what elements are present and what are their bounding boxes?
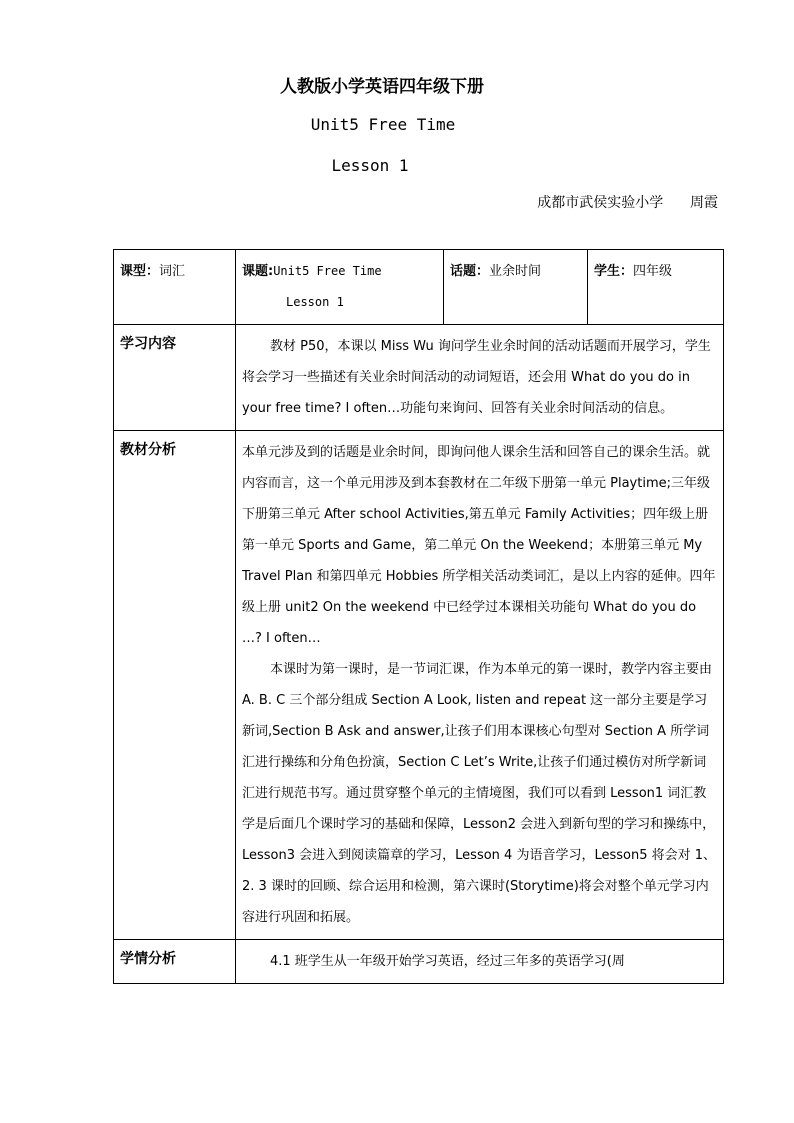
table-row-meta <box>114 250 724 325</box>
learner-text: 4.1 班学生从一年级开始学习英语，经过三年多的英语学习(周 <box>270 954 625 969</box>
analysis-cell <box>236 431 724 940</box>
analysis-para2: 本课时为第一课时，是一节词汇课，作为本单元的第一课时，教学内容主要由 A. B. C 三个部分组成 Section A Look, listen and repeat 这一部分主要是学习新词,Section B Ask and answer,让孩子们用本课核心句型对 Section A 所学词汇进行操练和分角色扮演，Section C Let’s Write,让孩子们通过模仿对所学新词汇进行规范书写。通过贯穿整个单元的主情境图，我们可以看到 Lesson1 词汇教学是后面几个课时学习的基础和保障，Lesson2 会进入到新句型的学习和操练中，Lesson3 会进入到阅读篇章的学习，Lesson 4 为语音学习，Lesson5 将会对 1、 2. 3 课时的回顾、综合运用和检测，第六课时(Storytime)将会对整个单元学习内容进行巩固和拓展。 <box>242 662 716 925</box>
student-value: 四年级 <box>633 264 673 279</box>
subject-cell <box>444 250 588 325</box>
table-row-content <box>114 325 724 431</box>
lesson-type-value: 词汇 <box>159 264 186 279</box>
lesson-type-cell <box>114 250 236 325</box>
student-label: 学生： <box>594 264 634 279</box>
document-title: 人教版小学英语四年级下册 <box>280 77 484 97</box>
content-text: 教材 P50，本课以 Miss Wu 询问学生业余时间的活动话题而开展学习，学生将会学习一些描述有关业余时间活动的动词短语，还会用 What do you do in your free time? I often…功能句来询问、回答有关业余时间活动的信息。 <box>242 339 711 416</box>
topic-line1: Unit5 Free Time <box>273 264 382 278</box>
content-cell <box>236 325 724 431</box>
learner-cell <box>236 940 724 984</box>
school-name: 成都市武侯实验小学 <box>537 195 664 211</box>
topic-cell <box>236 250 444 325</box>
author-line <box>537 192 718 212</box>
table-row-analysis <box>114 431 724 940</box>
content-label: 学习内容 <box>114 325 236 431</box>
topic-line2: Lesson 1 <box>286 295 344 309</box>
table-row-learner <box>114 940 724 984</box>
analysis-para1: 本单元涉及到的话题是业余时间，即询问他人课余生活和回答自己的课余生活。就内容而言，这一个单元用涉及到本套教材在二年级下册第一单元 Playtime;三年级下册第三单元 After school Activities,第五单元 Family Activities；四年级上册第一单元 Sports and Game，第二单元 On the Weekend；本册第三单元 My Travel Plan 和第四单元 Hobbies 所学相关活动类词汇，是以上内容的延伸。四年级上册 unit2 On the weekend 中已经学过本课相关功能句 What do you do …? I often… <box>242 445 716 646</box>
learner-label: 学情分析 <box>114 940 236 984</box>
subject-value: 业余时间 <box>489 264 542 279</box>
analysis-label: 教材分析 <box>114 431 236 940</box>
lesson-title: Lesson 1 <box>331 156 409 175</box>
subject-label: 话题： <box>450 264 490 279</box>
lesson-plan-table <box>113 249 724 984</box>
student-cell <box>588 250 724 325</box>
unit-title: Unit5 Free Time <box>310 115 456 134</box>
lesson-type-label: 课型： <box>120 264 160 279</box>
topic-label: 课题: <box>242 264 274 279</box>
teacher-name: 周霞 <box>690 195 718 211</box>
